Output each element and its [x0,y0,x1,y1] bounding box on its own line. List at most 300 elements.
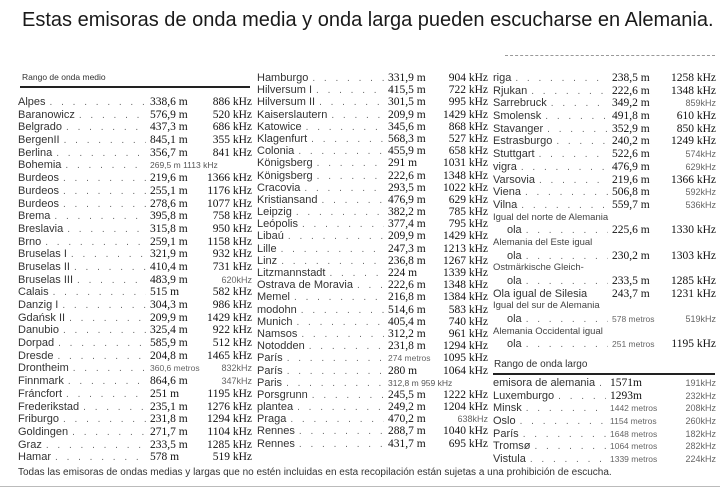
dot-leader [50,97,146,108]
station-name: plantea [257,401,294,414]
station-row [18,210,252,223]
wavelength: 864,6 m [150,375,188,388]
frequency: 1258 kHz [670,72,716,84]
station-row [18,362,252,375]
dot-leader [69,313,146,324]
wavelength: 209,9 m [388,230,426,243]
dot-leader [520,416,606,427]
dot-leader [77,275,146,286]
station-row [257,84,488,96]
station-row [257,365,488,377]
station-row [18,375,252,388]
station-name: Brema [18,210,51,223]
frequency: 1104 kHz [207,425,252,438]
frequency: 740 kHz [448,315,488,328]
group-label: Igual del norte de Alemania [493,211,609,223]
station-name: Ola igual de Silesia [493,287,588,300]
station-row [493,402,716,415]
dot-leader [53,287,146,298]
wavelength: 576,9 m [150,108,188,121]
station-row [493,97,716,110]
wavelength: 506,8 m [612,186,650,199]
station-row [493,250,716,263]
frequency: 932 kHz [212,248,252,261]
station-row [18,401,252,414]
station-row [257,401,488,413]
station-name: Goldingen [18,425,69,438]
dot-leader [304,183,384,194]
dot-leader [57,351,146,362]
frequency: 1285 kHz [206,438,252,451]
station-row [257,194,488,206]
dot-leader [62,300,146,311]
dot-leader [545,111,608,122]
dot-leader [329,268,384,279]
station-name: Sarrebruck [493,97,547,110]
frequency: 1064 kHz [442,364,488,377]
station-name: Alpes [18,96,46,108]
frequency: 182kHz [685,428,716,439]
station-name: Vistula [493,453,526,466]
dot-leader [558,391,606,402]
station-name: Varsovia [493,173,535,186]
station-row [257,157,488,169]
station-name: Burdeos [18,172,59,185]
wavelength: 356,7 m [150,146,188,159]
frequency: 1022 kHz [442,181,488,194]
wavelength: 247,3 m [388,242,426,255]
station-row [18,185,252,198]
station-row [493,110,716,123]
dot-leader [531,86,608,97]
station-group-label [493,262,716,275]
station-name: BergenII [18,134,60,147]
frequency: 758 kHz [212,210,252,223]
wavelength: 405,4 m [388,315,426,328]
dot-leader [539,175,608,186]
dot-leader [63,173,146,184]
station-row [493,288,716,301]
station-row [18,451,252,464]
station-row [257,133,488,145]
frequency: 224kHz [685,454,716,465]
station-name: Hilversum II [257,96,316,109]
station-row [18,388,252,401]
dot-leader [287,353,384,364]
frequency: 1366 kHz [206,172,252,185]
wavelength: 236,8 m [388,254,426,267]
frequency: 1294 kHz [206,413,252,426]
station-name: Calais [18,286,49,299]
wavelength: 349,2 m [612,97,650,110]
station-row [257,340,488,352]
wavelength: 578 metros [612,314,655,325]
station-name: Rjukan [493,84,528,97]
dot-leader [319,97,384,108]
frequency: 1195 kHz [207,387,252,400]
wavelength: 225,6 m [612,224,650,237]
dot-leader [72,427,146,438]
station-name: Paris [257,376,283,389]
station-name: Namsos [257,327,298,340]
dot-leader [58,338,146,349]
frequency: 1095 kHz [442,352,488,365]
station-name: Oslo [493,415,516,428]
dot-leader [46,440,146,451]
station-name: Munich [257,315,293,328]
frequency: 904 kHz [448,72,488,84]
station-row [257,206,488,218]
wavelength: 483,9 m [150,273,188,286]
station-name: Libaú [257,230,284,243]
dot-leader [79,110,146,121]
frequency: 886 kHz [212,96,252,108]
frequency: 1294 kHz [442,340,488,353]
station-row [493,135,716,148]
station-name: Danubio [18,324,59,337]
station-name: Hamar [18,451,52,464]
dot-leader [54,211,146,222]
dot-leader [296,207,384,218]
station-row [493,72,716,85]
frequency: 1077 kHz [206,197,252,210]
station-name: Rennes [257,425,295,438]
dot-leader [83,402,146,413]
station-row [18,350,252,363]
station-name: París [257,364,283,377]
wavelength: 238,5 m [612,72,650,84]
station-row [493,275,716,288]
dot-leader [73,363,146,374]
wavelength: 312,8 m 959 kHz [388,377,453,388]
station-name: Dresde [18,349,54,362]
frequency: 1213 kHz [442,242,488,255]
dot-leader [66,122,146,133]
station-name: Memel [257,291,291,304]
frequency: 658 kHz [448,145,488,158]
station-row [18,134,252,147]
frequency: 922 kHz [212,324,252,337]
station-name: Katowice [257,120,302,133]
dot-leader [63,414,146,425]
station-name: Estrasburgo [493,135,553,148]
station-row [18,413,252,426]
group-label: Alemania del Este igual [493,236,593,248]
station-name: riga [493,72,512,84]
dot-leader [530,454,606,465]
station-name: Brno [18,235,42,248]
station-row [18,286,252,299]
dot-leader [301,329,384,340]
wavelength: 231,8 m [150,413,188,426]
frequency: 961 kHz [448,327,488,340]
station-row [257,389,488,401]
frequency: 1429 kHz [206,311,252,324]
station-name: Drontheim [18,362,69,375]
dot-leader [302,219,384,230]
frequency: 208kHz [685,403,716,414]
station-row [18,198,252,211]
station-row [257,218,488,230]
frequency: 282kHz [685,441,716,452]
station-name: Leópolis [257,218,298,231]
long-wave-list [493,377,716,466]
wavelength: 1648 metros [610,428,658,439]
dot-leader [74,262,146,273]
frequency: 620kHz [221,274,252,285]
dot-leader [298,146,384,157]
station-name: emisora de alemania [493,377,596,389]
frequency: 731 kHz [212,260,252,273]
group-label: Igual del sur de Alemania [493,300,600,312]
frequency: 1429 kHz [442,108,488,121]
station-row [18,172,252,185]
dot-leader [309,341,384,352]
wavelength: 559,7 m [612,198,650,211]
station-row [493,390,716,403]
dot-leader [534,441,606,452]
dot-leader [551,98,608,109]
station-row [493,224,716,237]
station-row [257,255,488,267]
header-rule [493,373,715,375]
station-row [257,279,488,291]
station-row [493,123,716,136]
frequency: 512 kHz [212,337,252,350]
dot-leader [317,171,384,182]
wavelength: 476,9 m [388,193,426,206]
station-name: Minsk [493,402,522,415]
dot-leader [316,85,384,96]
wavelength: 293,5 m [388,181,426,194]
frequency: 1366 kHz [670,173,716,186]
frequency: 986 kHz [212,299,252,311]
wavelength: 321,9 m [150,248,188,261]
dot-leader [288,231,384,242]
station-name: ola [507,224,522,237]
wavelength: 377,4 m [388,218,426,231]
frequency: 574kHz [685,149,716,160]
station-row [257,230,488,242]
dot-leader [539,149,608,160]
station-row [493,377,716,390]
dot-leader [297,402,384,413]
station-name: ola [507,275,522,287]
station-row [493,453,716,466]
dot-leader [357,280,384,291]
station-row [257,352,488,364]
station-list-col2 [257,72,488,450]
station-row [257,291,488,303]
frequency: 950 kHz [212,222,252,235]
wavelength: 514,6 m [388,303,426,316]
station-name: Graz [18,438,42,451]
wavelength: 476,9 m [612,160,650,173]
wavelength: 224 m [388,267,418,279]
wavelength: 568,3 m [388,132,426,145]
frequency: 1267 kHz [442,254,488,267]
station-name: Bohemia [18,159,62,172]
station-row [257,438,488,450]
wavelength: 455,9 m [388,145,426,158]
station-row [18,439,252,452]
dot-leader [55,452,146,463]
wavelength: 470,2 m [388,413,426,426]
station-row [18,109,252,122]
station-name: Colonia [257,145,295,158]
frequency: 1231 kHz [670,287,716,300]
station-group-label [493,237,716,250]
station-name: ola [507,313,522,326]
wavelength: 301,5 m [388,96,426,109]
station-row [257,425,488,437]
wavelength: 235,1 m [150,400,188,413]
wavelength: 209,9 m [150,311,188,324]
frequency: 868 kHz [448,120,488,133]
station-name: Frederikstad [18,400,80,413]
station-list-col3 [493,72,716,351]
wavelength: 222,6 m [388,279,426,292]
station-row [257,72,488,84]
frequency: 1195 kHz [671,338,716,351]
frequency: 1249 kHz [670,135,716,148]
station-name: Smolensk [493,110,542,123]
station-name: Baranowicz [18,108,75,121]
wavelength: 255,1 m [150,184,188,197]
station-row [257,328,488,340]
wavelength: 278,6 m [150,197,188,210]
wavelength: 291 m [388,157,418,170]
dot-leader [294,292,384,303]
station-row [493,148,716,161]
dot-leader [525,187,608,198]
wavelength: 382,2 m [388,206,426,219]
station-row [493,199,716,212]
dot-leader [515,73,608,84]
frequency: 347kHz [221,376,252,387]
station-name: Belgrado [18,121,63,134]
station-row [18,96,252,109]
frequency: 1465 kHz [206,349,252,362]
wavelength: 1154 metros [610,416,657,427]
station-name: Berlina [18,146,53,159]
station-group-label [493,326,716,339]
wavelength: 231,8 m [388,340,426,353]
station-row [257,377,488,389]
frequency: 232kHz [685,390,716,401]
frequency: 1303 kHz [670,249,716,262]
dot-leader [526,276,608,287]
frequency: 795 kHz [448,218,488,231]
dot-leader [547,124,608,135]
frequency: 1031 kHz [442,157,488,170]
dot-leader [290,414,384,425]
station-row [257,109,488,121]
station-row [257,413,488,425]
station-group-label [493,300,716,313]
station-name: Hamburgo [257,72,309,84]
dot-leader [322,195,384,206]
wavelength: 845,1 m [150,134,188,147]
dot-leader [299,439,384,450]
frequency: 592kHz [685,187,716,198]
frequency: 1285 kHz [670,275,716,287]
station-name: Tromsø [493,440,531,453]
frequency: 519kHz [685,314,716,325]
station-group-label [493,212,716,225]
wavelength: 243,7 m [612,287,650,300]
frequency: 722 kHz [448,84,488,97]
station-name: Hilversum I [257,84,313,97]
frequency: 1222 kHz [442,388,488,401]
dot-leader [63,199,146,210]
station-name: Bruselas I [18,248,67,261]
wavelength: 269,5 m 1113 kHz [150,160,218,171]
wavelength: 216,8 m [388,291,426,304]
dot-leader [296,317,384,328]
frequency: 191kHz [685,378,716,388]
wavelength: 219,6 m [612,173,650,186]
station-name: modohn [257,303,297,316]
wavelength: 522,6 m [612,148,650,161]
station-row [493,85,716,98]
decorative-divider [505,55,715,56]
frequency: 638kHz [457,414,488,425]
long-wave-header: Rango de onda largo [494,359,588,370]
station-row [18,223,252,236]
station-row [493,415,716,428]
wavelength: 578 m [150,451,180,464]
wavelength: 325,4 m [150,324,188,337]
station-name: Vilna [493,198,518,211]
station-name: Burdeos [18,197,59,210]
station-row [18,236,252,249]
frequency: 841 kHz [212,146,252,159]
wavelength: 491,8 m [612,110,650,123]
station-row [493,313,716,326]
station-name: Stavanger [493,122,544,135]
dot-leader [526,403,606,414]
frequency: 629 kHz [448,193,488,206]
dot-leader [312,73,384,84]
frequency: 832kHz [221,363,252,374]
dot-leader [521,162,608,173]
dot-leader [526,339,608,350]
dot-leader [306,122,384,133]
station-name: Danzig I [18,299,59,311]
station-row [257,182,488,194]
wavelength: 219,6 m [150,172,188,185]
frequency: 610 kHz [676,110,716,123]
frequency: 995 kHz [448,96,488,109]
station-row [257,243,488,255]
dot-leader [45,237,146,248]
station-row [257,304,488,316]
dot-leader [64,135,146,146]
wavelength: 251 metros [612,339,655,350]
station-row [257,267,488,279]
station-name: Klagenfurt [257,132,308,145]
wavelength: 360,6 metros [150,363,200,374]
dot-leader [526,314,608,325]
station-row [493,161,716,174]
station-name: Bruselas III [18,273,74,286]
station-row [18,261,252,274]
wavelength: 304,3 m [150,299,188,311]
station-row [18,324,252,337]
wavelength: 395,8 m [150,210,188,223]
wavelength: 338,6 m [150,96,188,108]
